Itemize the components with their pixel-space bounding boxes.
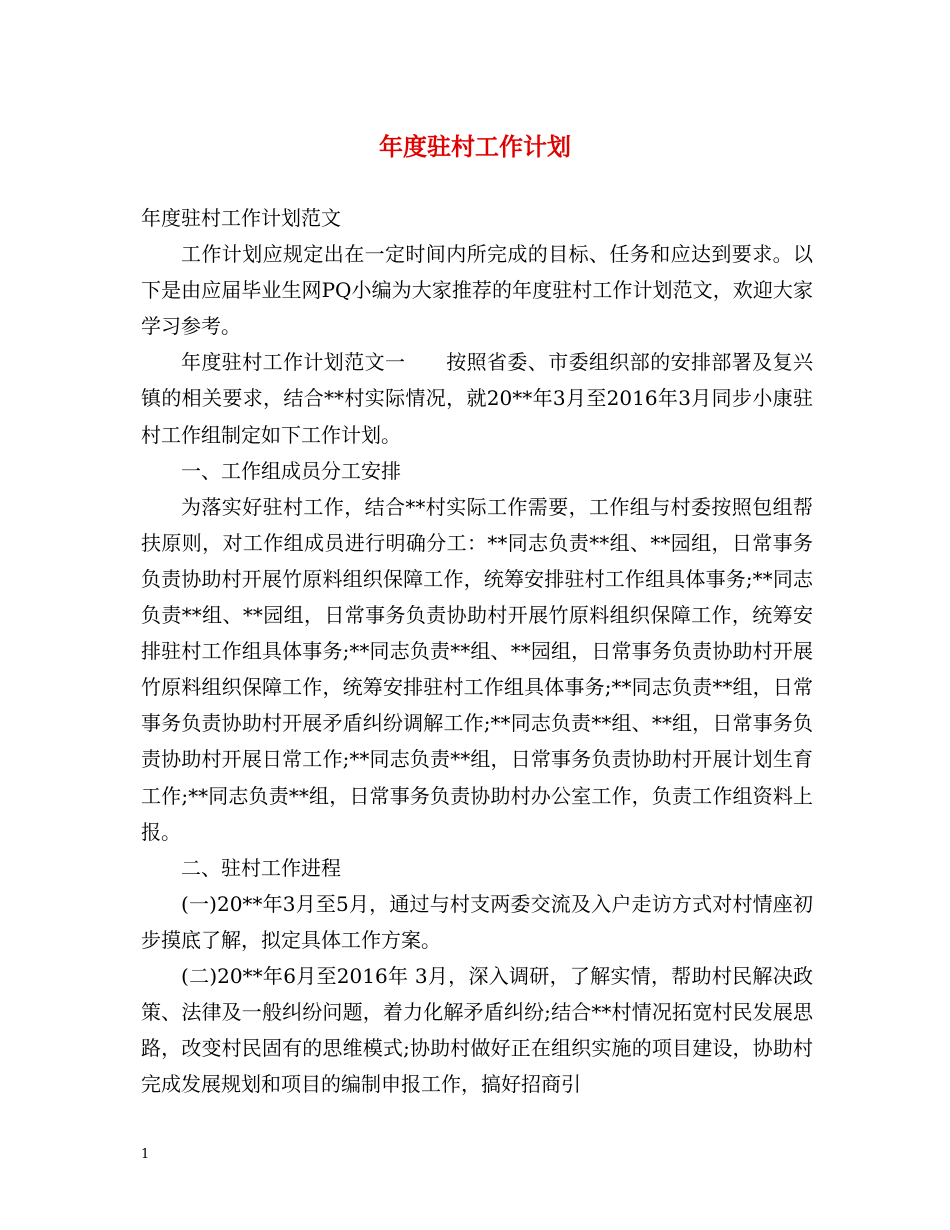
section-heading-progress: 二、驻村工作进程: [181, 855, 341, 880]
page-number: 1: [141, 1147, 150, 1162]
paragraph-subtitle: 年度驻村工作计划范文: [141, 206, 341, 230]
section-heading-division: 一、工作组成员分工安排: [181, 458, 401, 483]
paragraph-progress-two: (二)20**年6月至2016年 3月，深入调研，了解实情，帮助村民解决政策、法律及一般纠纷问题，着力化解矛盾纠纷;结合**村情况拓宽村民发展思路，改变村民固有的思维模式;协助村做好正在组织实施的项目建设，协助村完成发展规划和项目的编制申报工作，搞好招商引: [141, 963, 813, 1097]
paragraph-division-details: 为落实好驻村工作，结合**村实际工作需要，工作组与村委按照包组帮扶原则，对工作组成员进行明确分工：**同志负责**组、**园组，日常事务负责协助村开展竹原料组织保障工作，统筹安排驻村工作组具体事务;**同志负责**组、**园组，日常事务负责协助村开展竹原料组织保障工作，统筹安排驻村工作组具体事务;**同志负责**组、**园组，日常事务负责协助村开展竹原料组织保障工作，统筹安排驻村工作组具体事务;**同志负责**组，日常事务负责协助村开展矛盾纠纷调解工作;**同志负责**组、**组，日常事务负责协助村开展日常工作;**同志负责**组，日常事务负责协助村开展计划生育工作;**同志负责**组，日常事务负责协助村办公室工作，负责工作组资料上报。: [141, 494, 813, 844]
paragraph-progress-one: (一)20**年3月至5月，通过与村支两委交流及入户走访方式对村情座初步摸底了解，拟定具体工作方案。: [141, 891, 813, 952]
document-title: 年度驻村工作计划: [379, 132, 571, 161]
paragraph-sample-one: 年度驻村工作计划范文一 按照省委、市委组织部的安排部署及复兴镇的相关要求，结合**村实际情况，就20**年3月至2016年3月同步小康驻村工作组制定如下工作计划。: [141, 350, 813, 447]
paragraph-intro: 工作计划应规定出在一定时间内所完成的目标、任务和应达到要求。以下是由应届毕业生网PQ小编为大家推荐的年度驻村工作计划范文，欢迎大家学习参考。: [141, 242, 813, 339]
document-body: [141, 200, 813, 1102]
